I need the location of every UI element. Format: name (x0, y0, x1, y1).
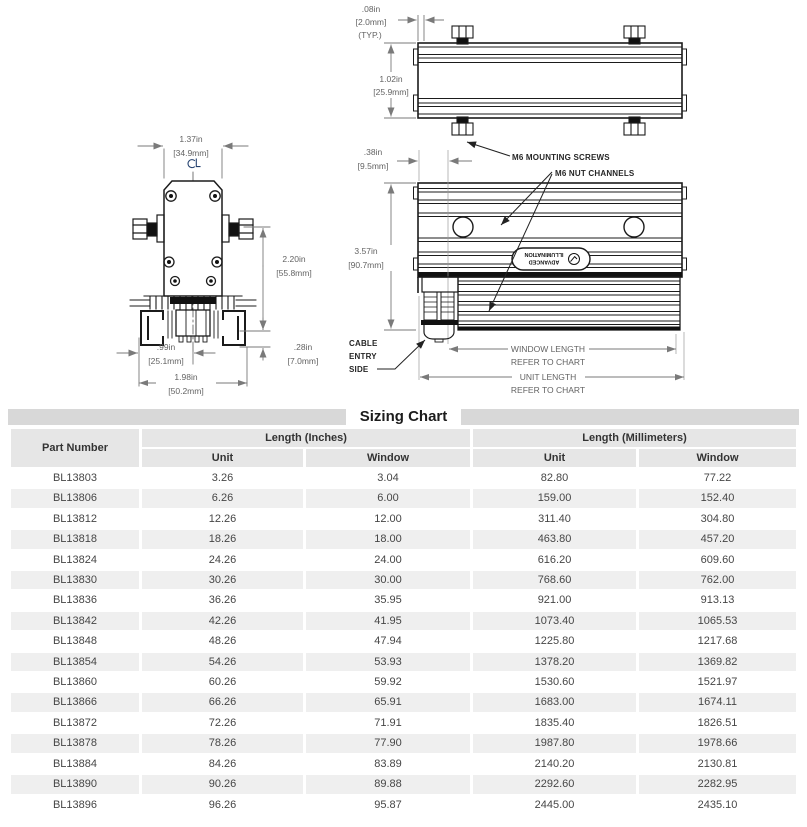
table-row (11, 755, 796, 773)
length-value-cell: 609.60 (639, 551, 796, 569)
length-value-cell: 913.13 (639, 591, 796, 609)
sizing-chart-title: Sizing Chart (359, 408, 448, 425)
part-number-cell: BL13830 (11, 571, 139, 589)
table-row (11, 551, 796, 569)
length-value-cell: 30.00 (306, 571, 470, 589)
part-number-cell: BL13818 (11, 530, 139, 548)
part-number-cell: BL13878 (11, 734, 139, 752)
dim-edge-offset-in: .08in (361, 4, 381, 14)
dim-thickness-in: 1.02in (379, 74, 403, 84)
part-number-cell: BL13866 (11, 693, 139, 711)
length-value-cell: 96.26 (142, 796, 303, 814)
part-number-cell: BL13803 (11, 469, 139, 487)
part-number-cell: BL13860 (11, 673, 139, 691)
col-header-unit-inches: Unit (142, 449, 303, 467)
table-row (11, 796, 796, 814)
length-value-cell: 48.26 (142, 632, 303, 650)
dim-thickness-mm: [25.9mm] (373, 87, 409, 97)
dim-cable-offset-mm: [9.5mm] (357, 161, 389, 171)
table-row (11, 734, 796, 752)
title-divider-left (8, 409, 346, 425)
length-value-cell: 84.26 (142, 755, 303, 773)
part-number-cell: BL13812 (11, 510, 139, 528)
part-number-cell: BL13848 (11, 632, 139, 650)
length-value-cell: 12.00 (306, 510, 470, 528)
logo-line2: ILLUMINATION (524, 251, 564, 257)
length-value-cell: 77.22 (639, 469, 796, 487)
length-value-cell: 311.40 (473, 510, 636, 528)
length-value-cell: 1987.80 (473, 734, 636, 752)
length-value-cell: 3.04 (306, 469, 470, 487)
length-value-cell: 65.91 (306, 693, 470, 711)
table-row (11, 489, 796, 507)
end-view-body (164, 181, 222, 296)
window-length-line2: REFER TO CHART (510, 357, 586, 367)
dim-cable-offset-in: .38in (363, 147, 383, 157)
length-value-cell: 53.93 (306, 653, 470, 671)
nut-channels-label: M6 NUT CHANNELS (555, 169, 635, 178)
cable-entry-line2: ENTRY (349, 352, 377, 361)
mounting-screws-leader (467, 142, 510, 156)
length-value-cell: 82.80 (473, 469, 636, 487)
dim-top-width-in: 1.37in (179, 134, 203, 144)
length-value-cell: 24.26 (142, 551, 303, 569)
table-row (11, 714, 796, 732)
length-value-cell: 1073.40 (473, 612, 636, 630)
length-value-cell: 60.26 (142, 673, 303, 691)
part-number-cell: BL13836 (11, 591, 139, 609)
length-value-cell: 1065.53 (639, 612, 796, 630)
cable-gland (421, 277, 458, 342)
length-value-cell: 2282.95 (639, 775, 796, 793)
part-number-cell: BL13842 (11, 612, 139, 630)
centerline-symbol-icon (188, 159, 200, 168)
dim-foot-mm: [7.0mm] (287, 356, 319, 366)
table-row (11, 469, 796, 487)
length-value-cell: 95.87 (306, 796, 470, 814)
length-value-cell: 18.00 (306, 530, 470, 548)
dim-height-mm: [55.8mm] (276, 268, 312, 278)
dim-base-full-in: 1.98in (174, 372, 198, 382)
length-value-cell: 36.26 (142, 591, 303, 609)
length-value-cell: 921.00 (473, 591, 636, 609)
length-value-cell: 6.26 (142, 489, 303, 507)
length-value-cell: 83.89 (306, 755, 470, 773)
length-value-cell: 2445.00 (473, 796, 636, 814)
length-value-cell: 30.26 (142, 571, 303, 589)
length-value-cell: 1225.80 (473, 632, 636, 650)
table-row (11, 673, 796, 691)
length-value-cell: 768.60 (473, 571, 636, 589)
length-value-cell: 59.92 (306, 673, 470, 691)
table-row (11, 591, 796, 609)
part-number-cell: BL13890 (11, 775, 139, 793)
gasket-band (170, 297, 216, 304)
table-row (11, 775, 796, 793)
unit-length-line2: REFER TO CHART (510, 385, 586, 395)
length-value-cell: 24.00 (306, 551, 470, 569)
table-row (11, 612, 796, 630)
cable-entry-line1: CABLE (349, 339, 378, 348)
length-value-cell: 3.26 (142, 469, 303, 487)
dim-edge-offset-note: (TYP.) (358, 30, 382, 40)
col-group-millimeters: Length (Millimeters) (473, 429, 796, 447)
length-value-cell: 152.40 (639, 489, 796, 507)
length-value-cell: 66.26 (142, 693, 303, 711)
length-value-cell: 77.90 (306, 734, 470, 752)
title-divider-right (461, 409, 799, 425)
dim-edge-offset-mm: [2.0mm] (355, 17, 387, 27)
cable-entry-label (349, 339, 378, 374)
length-value-cell: 1683.00 (473, 693, 636, 711)
part-number-cell: BL13854 (11, 653, 139, 671)
length-value-cell: 42.26 (142, 612, 303, 630)
table-row (11, 571, 796, 589)
table-row (11, 510, 796, 528)
length-value-cell: 1369.82 (639, 653, 796, 671)
cable-entry-leader (377, 340, 425, 369)
col-header-unit-mm: Unit (473, 449, 636, 467)
length-value-cell: 1378.20 (473, 653, 636, 671)
length-value-cell: 6.00 (306, 489, 470, 507)
dim-front-height-in: 3.57in (354, 246, 378, 256)
end-view (117, 134, 318, 396)
length-value-cell: 2435.10 (639, 796, 796, 814)
front-view-window-section (458, 277, 680, 330)
length-value-cell: 90.26 (142, 775, 303, 793)
length-value-cell: 457.20 (639, 530, 796, 548)
dim-base-full-mm: [50.2mm] (168, 386, 204, 396)
dim-base-half-in: .99in (156, 342, 176, 352)
length-value-cell: 304.80 (639, 510, 796, 528)
sizing-table (8, 427, 799, 816)
sizing-table-body (11, 469, 796, 814)
length-value-cell: 2140.20 (473, 755, 636, 773)
col-group-inches: Length (Inches) (142, 429, 470, 447)
dim-top-width-mm: [34.9mm] (173, 148, 209, 158)
dim-foot-in: .28in (293, 342, 313, 352)
length-value-cell: 78.26 (142, 734, 303, 752)
dim-base-half-mm: [25.1mm] (148, 356, 184, 366)
advanced-illumination-logo (512, 248, 590, 270)
length-value-cell: 2292.60 (473, 775, 636, 793)
length-value-cell: 616.20 (473, 551, 636, 569)
dim-front-height-mm: [90.7mm] (348, 260, 384, 270)
col-header-window-inches: Window (306, 449, 470, 467)
part-number-cell: BL13824 (11, 551, 139, 569)
table-row (11, 693, 796, 711)
sizing-table-header (11, 429, 796, 467)
length-value-cell: 1674.11 (639, 693, 796, 711)
length-value-cell: 72.26 (142, 714, 303, 732)
length-value-cell: 762.00 (639, 571, 796, 589)
length-value-cell: 1521.97 (639, 673, 796, 691)
cable-entry-line3: SIDE (349, 365, 369, 374)
length-value-cell: 35.95 (306, 591, 470, 609)
length-value-cell: 159.00 (473, 489, 636, 507)
col-header-part-number: Part Number (11, 429, 139, 467)
length-value-cell: 18.26 (142, 530, 303, 548)
col-header-window-mm: Window (639, 449, 796, 467)
length-value-cell: 1978.66 (639, 734, 796, 752)
length-value-cell: 54.26 (142, 653, 303, 671)
top-view (356, 4, 687, 162)
front-view (348, 147, 686, 395)
technical-drawing (0, 0, 807, 398)
table-row (11, 530, 796, 548)
unit-length-line1: UNIT LENGTH (519, 372, 577, 382)
part-number-cell: BL13806 (11, 489, 139, 507)
part-number-cell: BL13884 (11, 755, 139, 773)
length-value-cell: 12.26 (142, 510, 303, 528)
sizing-chart-title-row (8, 408, 799, 425)
length-value-cell: 1826.51 (639, 714, 796, 732)
length-value-cell: 463.80 (473, 530, 636, 548)
window-length-line1: WINDOW LENGTH (510, 344, 586, 354)
top-view-body (414, 43, 687, 118)
length-value-cell: 41.95 (306, 612, 470, 630)
table-row (11, 632, 796, 650)
dim-height-in: 2.20in (282, 254, 306, 264)
length-value-cell: 2130.81 (639, 755, 796, 773)
length-value-cell: 71.91 (306, 714, 470, 732)
length-value-cell: 47.94 (306, 632, 470, 650)
table-row (11, 653, 796, 671)
length-value-cell: 1217.68 (639, 632, 796, 650)
length-value-cell: 1835.40 (473, 714, 636, 732)
part-number-cell: BL13872 (11, 714, 139, 732)
length-value-cell: 1530.60 (473, 673, 636, 691)
mounting-screws-label: M6 MOUNTING SCREWS (512, 153, 610, 162)
top-view-dimension-text (356, 4, 409, 97)
logo-line1: ADVANCED (528, 258, 560, 265)
part-number-cell: BL13896 (11, 796, 139, 814)
length-value-cell: 89.88 (306, 775, 470, 793)
